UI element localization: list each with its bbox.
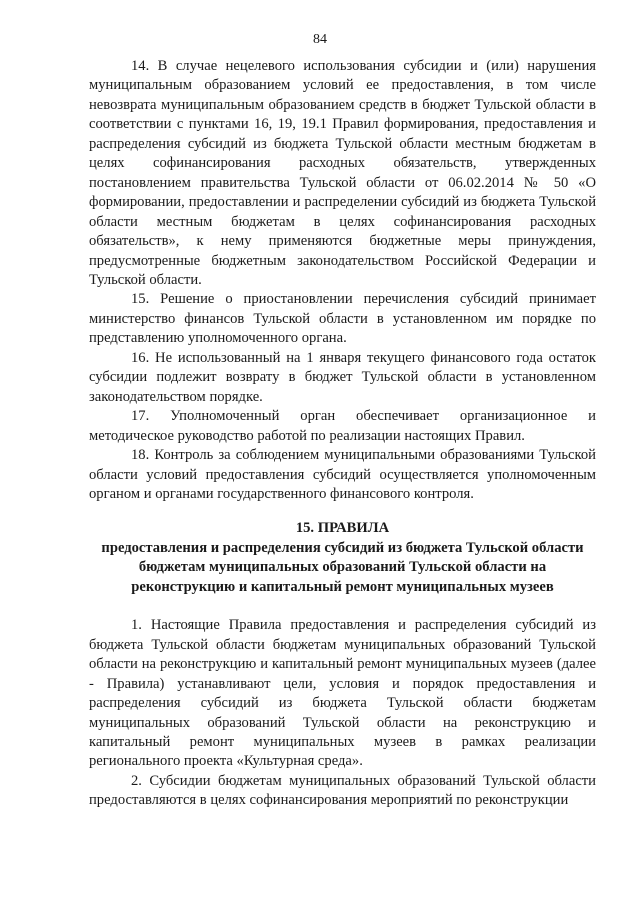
section-subtitle: предоставления и распределения субсидий из бюджета Тульской области бюджетам муниципальных образований Тульской области на реконструкцию и капитальный ремонт муниципальных музеев (101, 539, 584, 595)
paragraph-16: 16. Не использованный на 1 января текущего финансового года остаток субсидии подлежит возврату в бюджет Тульской области в установленном законодательством порядке. (89, 349, 596, 405)
paragraph-18: 18. Контроль за соблюдением муниципальными образованиями Тульской области условий предоставления субсидий осуществляется уполномоченным органом и органами государственного финансового контроля. (89, 447, 596, 502)
section-title: 15. ПРАВИЛА (295, 520, 390, 537)
paragraph-17: 17. Уполномоченный орган обеспечивает организационное и методическое руководство работой по реализации настоящих Правил. (89, 408, 596, 444)
rules-paragraph-2: 2. Субсидии бюджетам муниципальных образований Тульской области предоставляются в целях софинансирования мероприятий по реконструкции (89, 772, 596, 809)
paragraph-14: 14. В случае нецелевого использования субсидии и (или) нарушения муниципальным образованием условий ее предоставления, в том числе невозврата муниципальным образованием средств в бюджет Тульской области в соответствии с пунктами 16, 19, 19.1 Правил формирования, предоставления и распределения субсидий из бюджета Тульской области местным бюджетам в целях софинансирования расходных обязательств, утвержденных постановлением правительства Тульской области от 06.02.2014 № 50 «О формировании, предоставлении и распределении субсидий из бюджета Тульской области местным бюджетам в целях софинансирования расходных обязательств», к нему применяются бюджетные меры принуждения, предусмотренные бюджетным законодательством Российской Федерации и Тульской области. (89, 58, 596, 288)
document-body (89, 57, 596, 811)
paragraph-15: 15. Решение о приостановлении перечисления субсидий принимает министерство финансов Тульской области в установленном им порядке по представлению уполномоченного органа. (89, 291, 596, 347)
page-number: 84 (313, 32, 327, 47)
rules-paragraph-1: 1. Настоящие Правила предоставления и распределения субсидий из бюджета Тульской области бюджетам муниципальных образований Тульской области на реконструкцию и капитальный ремонт муниципальных музеев (далее - Правила) устанавливают цели, условия и порядок предоставления и распределения субсидий из бюджета Тульской области бюджетам муниципальных образований Тульской области на реконструкцию и капитальный ремонт муниципальных музеев в рамках реализации регионального проекта «Культурная среда». (89, 617, 596, 770)
